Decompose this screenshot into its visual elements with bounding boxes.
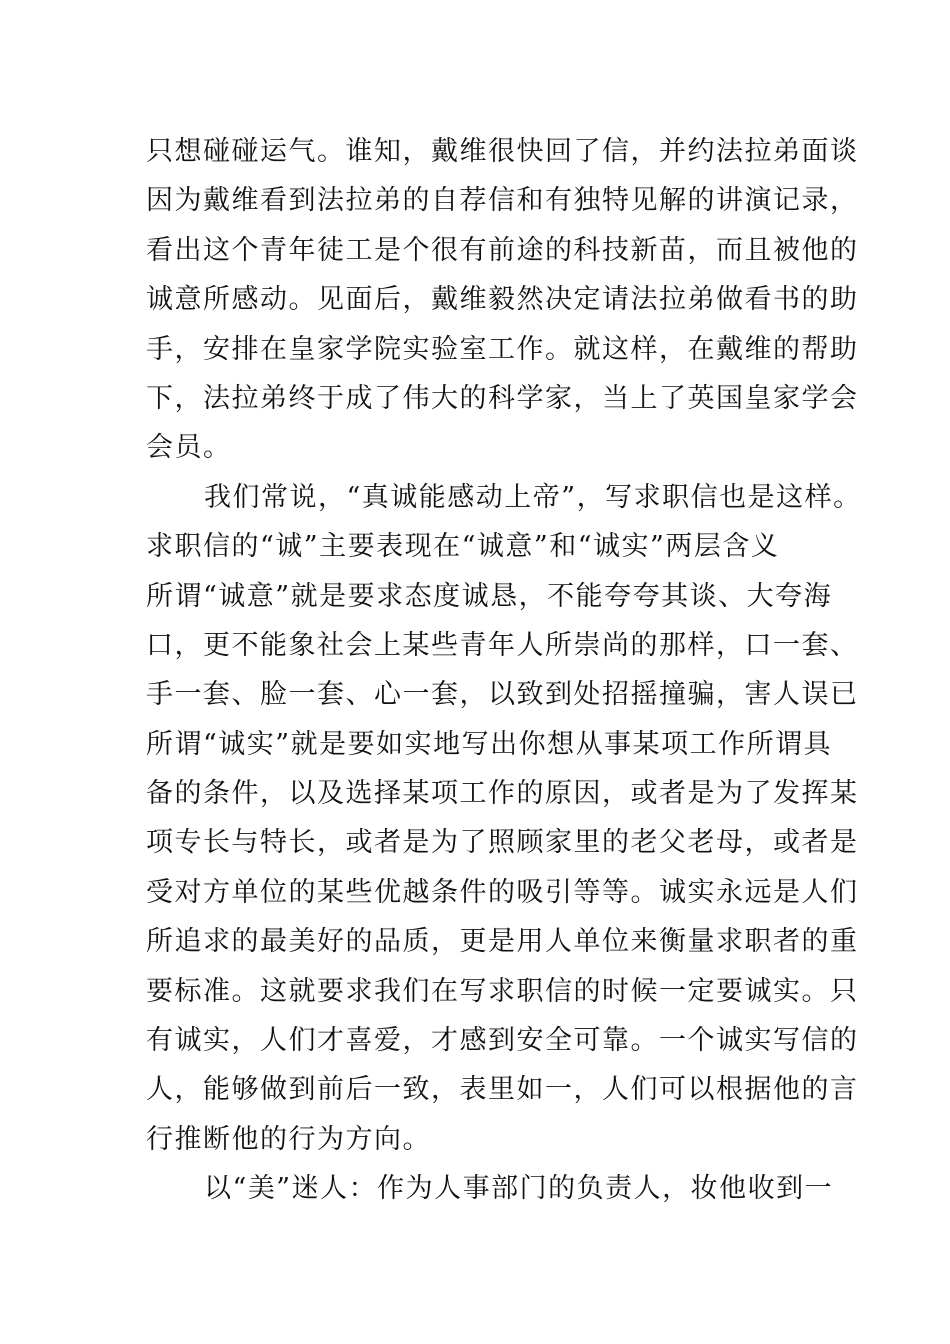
text-line: 所谓“诚意”就是要求态度诚恳，不能夸夸其谈、大夸海 <box>146 580 833 612</box>
text-line: 求职信的“诚”主要表现在“诚意”和“诚实”两层含义 <box>146 531 780 563</box>
text-line: 所谓“诚实”就是要如实地写出你想从事某项工作所谓具 <box>146 728 833 760</box>
text-line: 诚意所感动。见面后，戴维毅然决定请法拉弟做看书的助 <box>146 284 859 316</box>
paragraph-first-line: 我们常说，“真诚能感动上帝”，写求职信也是这样。 <box>204 481 862 513</box>
text-line: 手，安排在皇家学院实验室工作。就这样，在戴维的帮助 <box>146 333 859 365</box>
paragraph-first-line: 以“美”迷人：作为人事部门的负责人，妆他收到一 <box>204 1173 834 1205</box>
text-line: 手一套、脸一套、心一套，以致到处招摇撞骗，害人误已 <box>146 679 859 711</box>
text-line: 行推断他的行为方向。 <box>146 1123 431 1155</box>
text-line: 要标准。这就要求我们在写求职信的时候一定要诚实。只 <box>146 975 859 1007</box>
text-line: 所追求的最美好的品质，更是用人单位来衡量求职者的重 <box>146 926 859 958</box>
text-line: 下，法拉弟终于成了伟大的科学家，当上了英国皇家学会 <box>146 382 859 414</box>
text-line: 因为戴维看到法拉弟的自荐信和有独特见解的讲演记录， <box>146 185 859 217</box>
text-line: 看出这个青年徒工是个很有前途的科技新苗，而且被他的 <box>146 234 859 266</box>
text-line: 备的条件，以及选择某项工作的原因，或者是为了发挥某 <box>146 778 859 810</box>
text-line: 会员。 <box>146 432 232 464</box>
text-line: 只想碰碰运气。谁知，戴维很快回了信，并约法拉弟面谈 <box>146 136 859 167</box>
text-line: 项专长与特长，或者是为了照顾家里的老父老母，或者是 <box>146 827 859 859</box>
text-line: 口，更不能象社会上某些青年人所崇尚的那样，口一套、 <box>146 629 859 661</box>
text-line: 有诚实，人们才喜爱，才感到安全可靠。一个诚实写信的 <box>146 1025 859 1057</box>
body-text <box>146 127 862 1214</box>
text-line: 受对方单位的某些优越条件的吸引等等。诚实永远是人们 <box>146 876 859 908</box>
text-line: 人，能够做到前后一致，表里如一，人们可以根据他的言 <box>146 1074 859 1106</box>
